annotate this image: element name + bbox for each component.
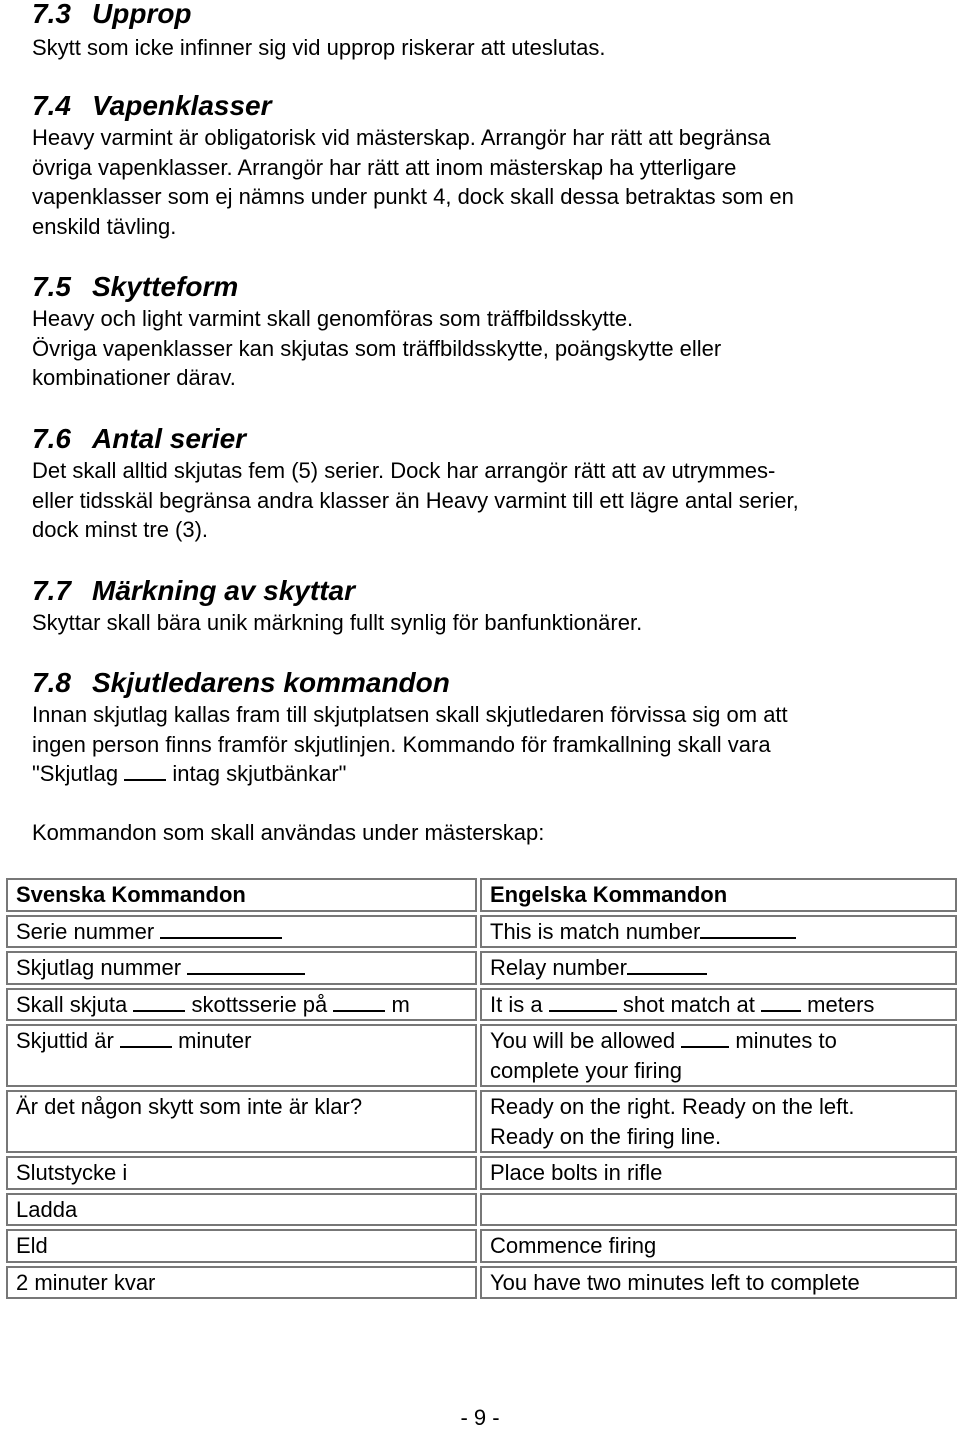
page-number: - 9 -	[460, 1405, 500, 1430]
cell-sv: Skjuttid är minuter	[6, 1024, 477, 1087]
cell-sv: Skjutlag nummer	[6, 951, 477, 985]
section-heading: 7.8 Skjutledarens kommandon	[32, 667, 450, 698]
table-row	[6, 1156, 957, 1190]
blank-line	[124, 761, 166, 781]
cell-en: This is match number	[480, 915, 957, 949]
blank-line	[120, 1028, 172, 1048]
blank-line	[160, 919, 282, 939]
blank-line	[549, 992, 617, 1012]
blank-line	[627, 955, 707, 975]
cell-sv: Serie nummer	[6, 915, 477, 949]
section-line: Heavy och light varmint skall genomföras som träffbildsskytte.	[32, 306, 634, 331]
section-heading: 7.6 Antal serier	[32, 423, 247, 454]
section-heading: 7.7 Märkning av skyttar	[32, 575, 355, 606]
header-swedish: Svenska Kommandon	[6, 878, 477, 912]
section-7-7	[32, 574, 932, 638]
section-7-6	[32, 422, 932, 545]
section-line: vapenklasser som ej nämns under punkt 4, dock skall dessa betraktas som en	[32, 184, 794, 209]
blank-line	[187, 955, 305, 975]
table-row	[6, 1193, 957, 1227]
table-row	[6, 1024, 957, 1087]
cell-en: You will be allowed minutes to complete your firing	[480, 1024, 957, 1087]
section-line: kombinationer därav.	[32, 365, 236, 390]
section-line: ingen person finns framför skjutlinjen. Kommando för framkallning skall vara	[32, 731, 771, 757]
cell-sv: Ladda	[6, 1193, 477, 1227]
commands-table	[3, 875, 960, 1302]
section-line: enskild tävling.	[32, 213, 177, 239]
table-row	[6, 915, 957, 949]
section-text: Skytt som icke infinner sig vid upprop riskerar att uteslutas.	[32, 35, 606, 60]
table-row	[6, 1090, 957, 1153]
section-heading: 7.3 Upprop	[32, 0, 192, 29]
blank-line	[133, 992, 185, 1012]
section-7-4	[32, 89, 932, 241]
section-line: övriga vapenklasser. Arrangör har rätt att inom mästerskap ha ytterligare	[32, 154, 737, 180]
table-row	[6, 951, 957, 985]
cell-en: Place bolts in rifle	[480, 1156, 957, 1190]
section-line: Heavy varmint är obligatorisk vid mästerskap. Arrangör har rätt att begränsa	[32, 125, 771, 150]
cell-en: You have two minutes left to complete	[480, 1266, 957, 1300]
section-heading: 7.4 Vapenklasser	[32, 90, 272, 121]
table-row	[6, 1266, 957, 1300]
cell-sv: Slutstycke i	[6, 1156, 477, 1190]
section-7-8	[32, 666, 932, 847]
section-text: Skyttar skall bära unik märkning fullt synlig för banfunktionärer.	[32, 610, 643, 635]
cell-en: Ready on the right. Ready on the left. Ready on the firing line.	[480, 1090, 957, 1153]
blank-line	[700, 919, 796, 939]
section-line: Övriga vapenklasser kan skjutas som träffbildsskytte, poängskytte eller	[32, 335, 722, 361]
section-7-3	[32, 0, 932, 63]
cell-en: Commence firing	[480, 1229, 957, 1263]
section-7-5	[32, 270, 932, 393]
blank-line	[761, 992, 801, 1012]
section-line: dock minst tre (3).	[32, 517, 209, 542]
section-line: Det skall alltid skjutas fem (5) serier. Dock har arrangör rätt att av utrymmes-	[32, 458, 776, 483]
cell-sv: Är det någon skytt som inte är klar?	[6, 1090, 477, 1153]
cell-en: Relay number	[480, 951, 957, 985]
blank-line	[681, 1028, 729, 1048]
cell-sv: Skall skjuta skottsserie på m	[6, 988, 477, 1022]
cell-sv: 2 minuter kvar	[6, 1266, 477, 1300]
table-header-row	[6, 878, 957, 912]
section-line: Innan skjutlag kallas fram till skjutplatsen skall skjutledaren förvissa sig om att	[32, 702, 788, 727]
header-english: Engelska Kommandon	[480, 878, 957, 912]
cell-en	[480, 1193, 957, 1227]
blank-line	[333, 992, 385, 1012]
section-intro: Kommandon som skall användas under mästerskap:	[32, 819, 545, 845]
section-line: eller tidsskäl begränsa andra klasser än Heavy varmint till ett lägre antal serier,	[32, 487, 799, 513]
cell-en: It is a shot match at meters	[480, 988, 957, 1022]
section-line: "Skjutlag intag skjutbänkar"	[32, 761, 347, 786]
table-row	[6, 988, 957, 1022]
cell-sv: Eld	[6, 1229, 477, 1263]
section-heading: 7.5 Skytteform	[32, 271, 239, 302]
table-row	[6, 1229, 957, 1263]
